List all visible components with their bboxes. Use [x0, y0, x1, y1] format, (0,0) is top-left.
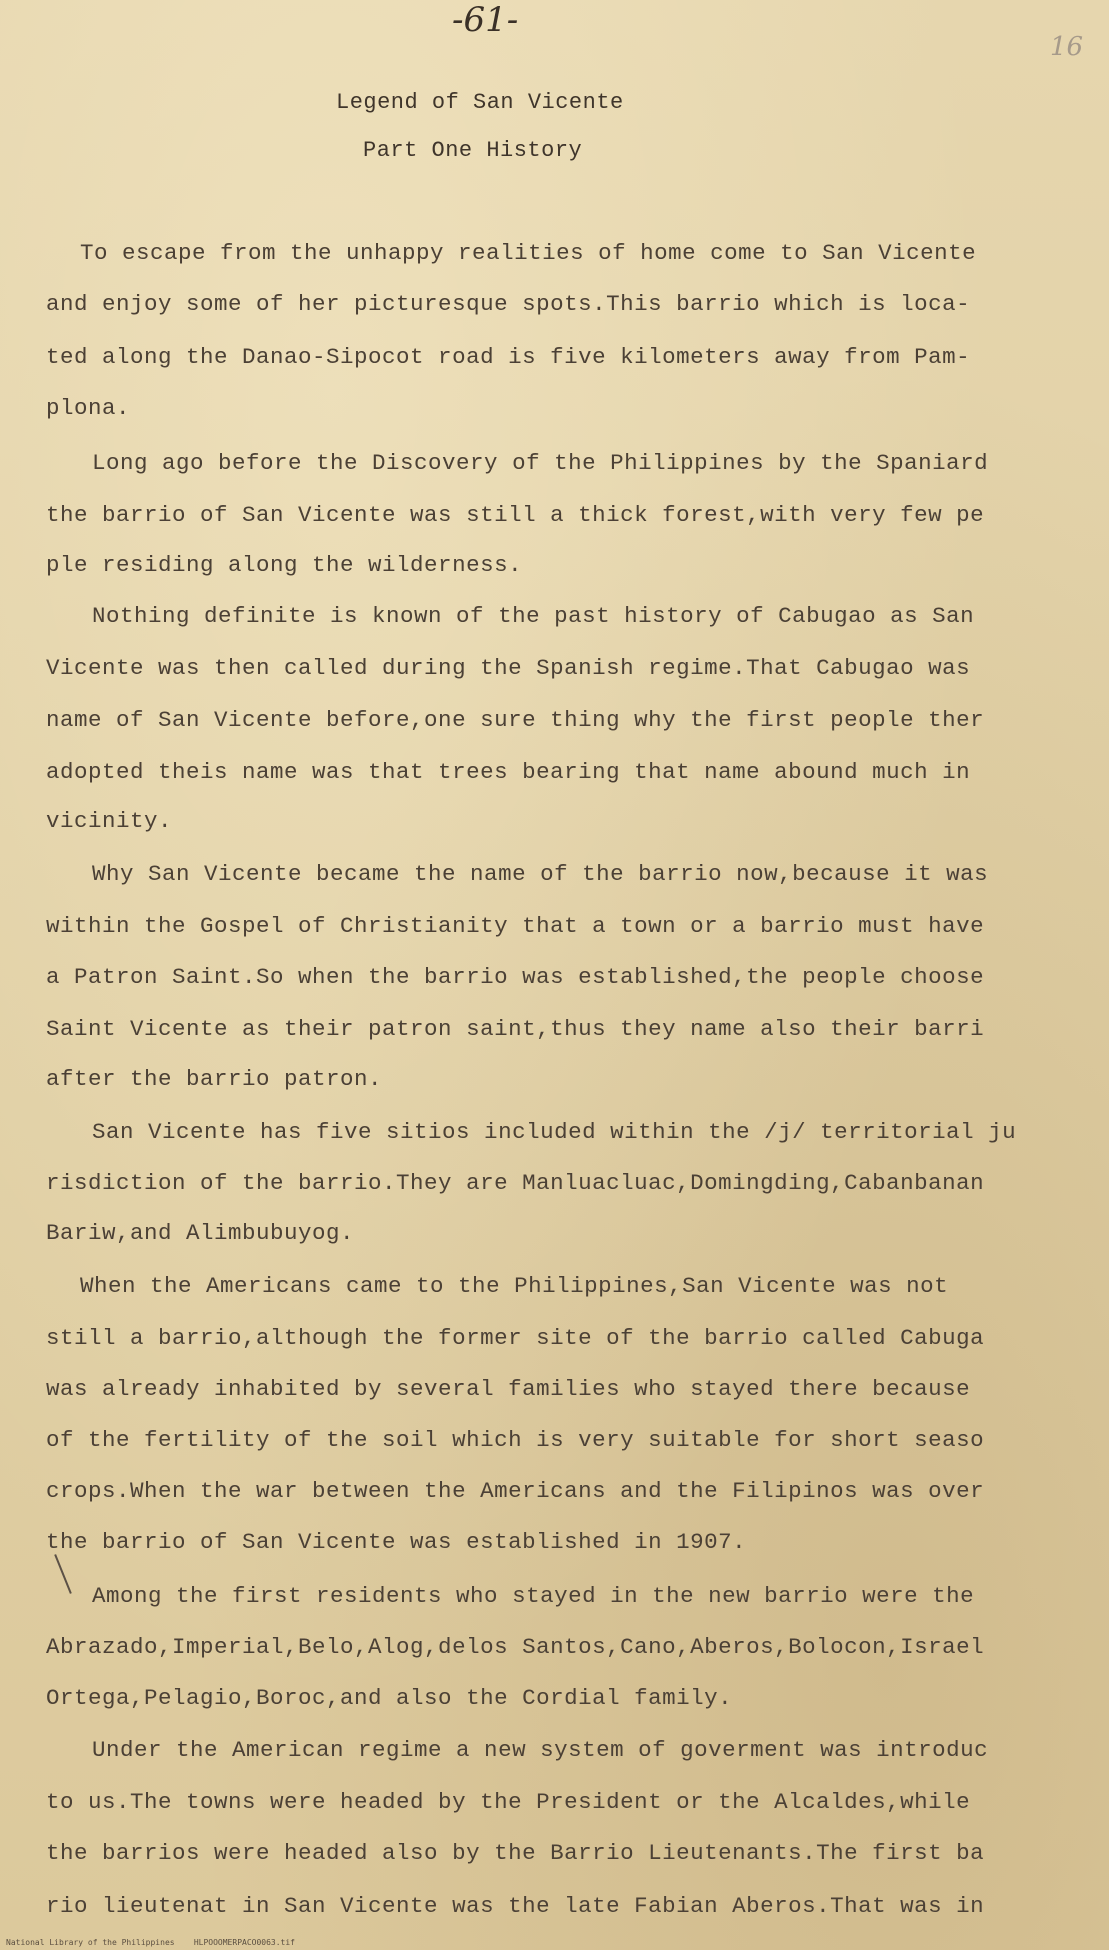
text-line: a Patron Saint.So when the barrio was established,the people choose	[46, 964, 985, 990]
text-line: When the Americans came to the Philippines,San Vicente was not	[80, 1273, 949, 1299]
text-line: San Vicente has five sitios included within the /j/ territorial ju	[92, 1119, 1017, 1145]
text-line: the barrio of San Vicente was still a thick forest,with very few pe	[46, 502, 985, 528]
text-line: To escape from the unhappy realities of home come to San Vicente	[80, 240, 977, 266]
text-line: Nothing definite is known of the past history of Cabugao as San	[92, 603, 975, 629]
text-line: Among the first residents who stayed in the new barrio were the	[92, 1583, 975, 1609]
text-line: name of San Vicente before,one sure thing why the first people ther	[46, 707, 985, 733]
pen-mark	[54, 1554, 72, 1594]
text-line: Vicente was then called during the Spanish regime.That Cabugao was	[46, 655, 971, 681]
text-line: after the barrio patron.	[46, 1066, 383, 1092]
text-line: of the fertility of the soil which is very suitable for short seaso	[46, 1427, 985, 1453]
text-line: Why San Vicente became the name of the barrio now,because it was	[92, 861, 989, 887]
text-line: Abrazado,Imperial,Belo,Alog,delos Santos,Cano,Aberos,Bolocon,Israel	[46, 1634, 985, 1660]
archive-footer: National Library of the Philippines HLPOOOMERPACO0063.tif	[6, 1938, 295, 1947]
text-line: the barrio of San Vicente was established in 1907.	[46, 1529, 747, 1555]
text-line: still a barrio,although the former site of the barrio called Cabuga	[46, 1325, 985, 1351]
text-line: Saint Vicente as their patron saint,thus they name also their barri	[46, 1016, 985, 1042]
text-line: to us.The towns were headed by the President or the Alcaldes,while	[46, 1789, 971, 1815]
text-line: within the Gospel of Christianity that a town or a barrio must have	[46, 913, 985, 939]
text-line: adopted theis name was that trees bearing that name abound much in	[46, 759, 971, 785]
text-line: the barrios were headed also by the Barrio Lieutenants.The first ba	[46, 1840, 985, 1866]
corner-mark: 16	[1050, 32, 1084, 62]
text-line: Bariw,and Alimbubuyog.	[46, 1220, 355, 1246]
text-line: vicinity.	[46, 808, 173, 834]
document-subtitle: Part One History	[363, 138, 583, 163]
text-line: crops.When the war between the Americans and the Filipinos was over	[46, 1478, 985, 1504]
text-line: ted along the Danao-Sipocot road is five kilometers away from Pam-	[46, 344, 971, 370]
text-line: plona.	[46, 395, 131, 421]
text-line: Under the American regime a new system of goverment was introduc	[92, 1737, 989, 1763]
text-line: and enjoy some of her picturesque spots.This barrio which is loca-	[46, 291, 971, 317]
text-line: Long ago before the Discovery of the Philippines by the Spaniard	[92, 450, 989, 476]
text-line: ple residing along the wilderness.	[46, 552, 523, 578]
text-line: Ortega,Pelagio,Boroc,and also the Cordial family.	[46, 1685, 733, 1711]
text-line: risdiction of the barrio.They are Manluacluac,Domingding,Cabanbanan	[46, 1170, 985, 1196]
text-line: was already inhabited by several families who stayed there because	[46, 1376, 971, 1402]
document-title: Legend of San Vicente	[336, 90, 624, 115]
page-number: -61-	[452, 0, 519, 40]
text-line: rio lieutenat in San Vicente was the late Fabian Aberos.That was in	[46, 1893, 985, 1919]
